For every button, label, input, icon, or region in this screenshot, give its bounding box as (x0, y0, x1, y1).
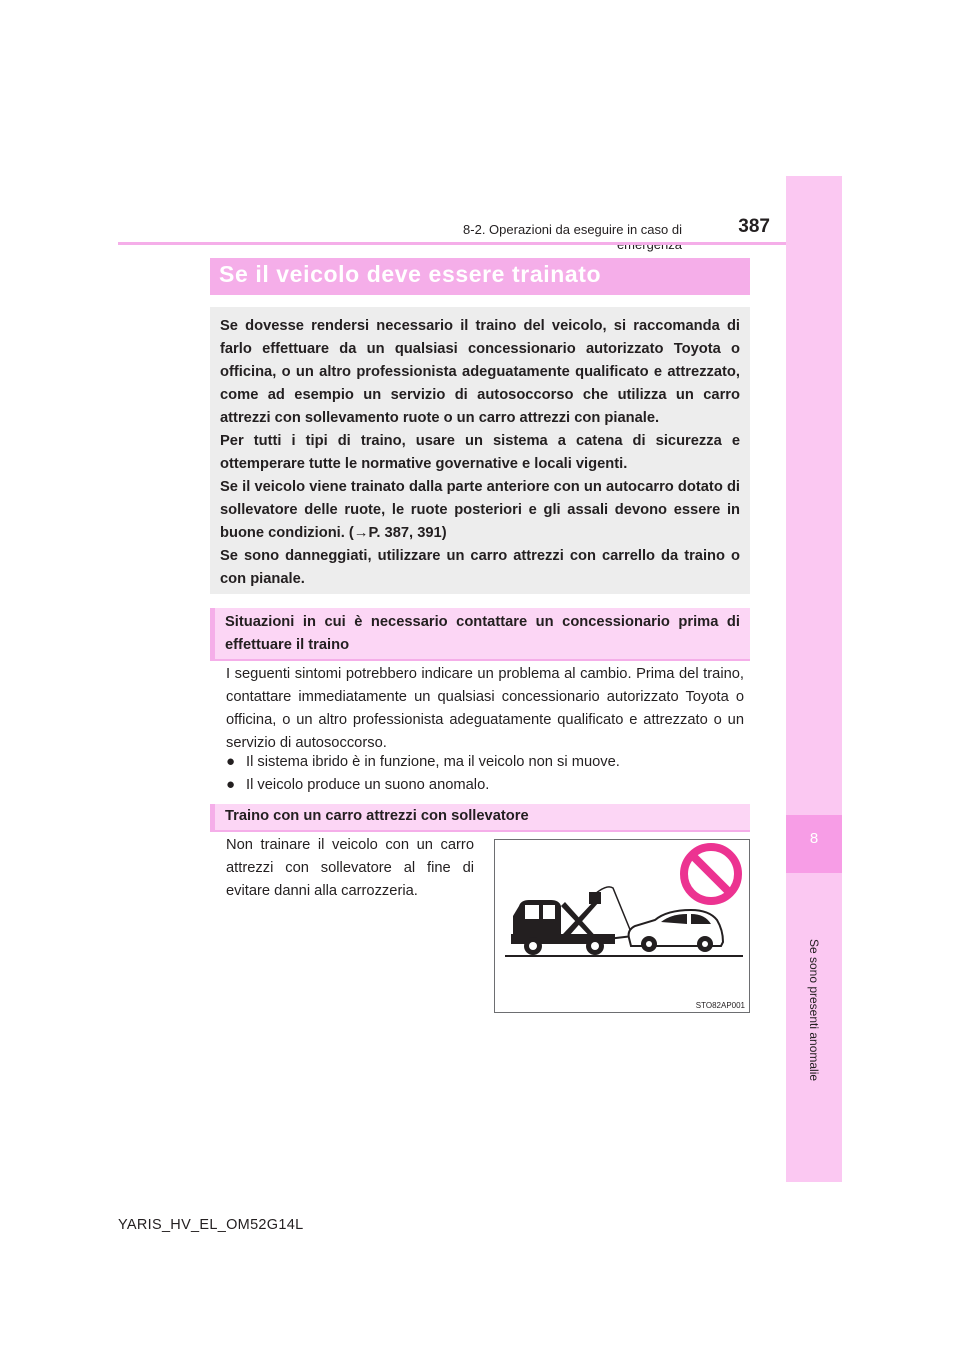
intro-paragraph: Se sono danneggiati, utilizzare un carro attrezzi con carrello da traino o con pianale. (220, 548, 740, 587)
footer-code: YARIS_HV_EL_OM52G14L (118, 1217, 304, 1233)
intro-paragraph: Se dovesse rendersi necessario il traino del veicolo, si raccomanda di farlo effettuare da un qualsiasi concessionario autorizzato Toyota o officina, o un altro professionista adeguatamente qualificato e attrezzato, come ad esempio un servizio di autosoccorso che utilizza un carro attrezzi con sollevamento ruote o un carro attrezzi con pianale. (220, 318, 740, 426)
car-icon (629, 910, 723, 952)
section-body (226, 663, 744, 755)
chapter-title: Se sono presenti anomalie (807, 938, 821, 1082)
section-body-text: I seguenti sintomi potrebbero indicare un problema al cambio. Prima del traino, contattare immediatamente un qualsiasi concessionario autorizzato Toyota o officina, o un altro professionista adeguatamente qualificato e attrezzato o un servizio di autosoccorso. (226, 666, 744, 751)
list-item-text: Il veicolo produce un suono anomalo. (246, 777, 490, 793)
intro-paragraph: Per tutti i tipi di traino, usare un sistema a catena di sicurezza e ottemperare tutte le normative governative e locali vigenti. (220, 433, 740, 472)
list-item-text: Il sistema ibrido è in funzione, ma il veicolo non si muove. (246, 754, 620, 770)
tow-warning-text: Non trainare il veicolo con un carro attrezzi con sollevatore al fine di evitare danni alla carrozzeria. (226, 837, 474, 899)
tow-illustration-svg (495, 840, 749, 1012)
tow-illustration (494, 839, 750, 1013)
intro-box (210, 307, 750, 594)
section-heading-wheel-lift: Traino con un carro attrezzi con sollevatore (210, 804, 750, 830)
tow-truck-icon (511, 887, 633, 955)
section-heading-contact-dealer: Situazioni in cui è necessario contattare un concessionario prima di effettuare il traino (210, 608, 750, 659)
chapter-number: 8 (809, 830, 819, 847)
header-rule (118, 242, 786, 245)
intro-paragraph: Se il veicolo viene trainato dalla parte anteriore con un autocarro dotato di sollevatore delle ruote, le ruote posteriori e gli assali devono essere in buone condizioni. (→P. 387, 391) (220, 479, 740, 541)
list-item (226, 773, 746, 797)
header-section: 8-2. Operazioni da eseguire in caso di (463, 222, 682, 237)
page-title: Se il veicolo deve essere trainato (210, 258, 750, 295)
bullet-icon: ● (226, 753, 236, 770)
figure-code: STO82AP001 (695, 1001, 745, 1010)
prohibition-icon (684, 847, 738, 901)
page-number: 387 (738, 216, 770, 237)
bullet-icon: ● (226, 776, 236, 793)
list-item (226, 750, 746, 774)
